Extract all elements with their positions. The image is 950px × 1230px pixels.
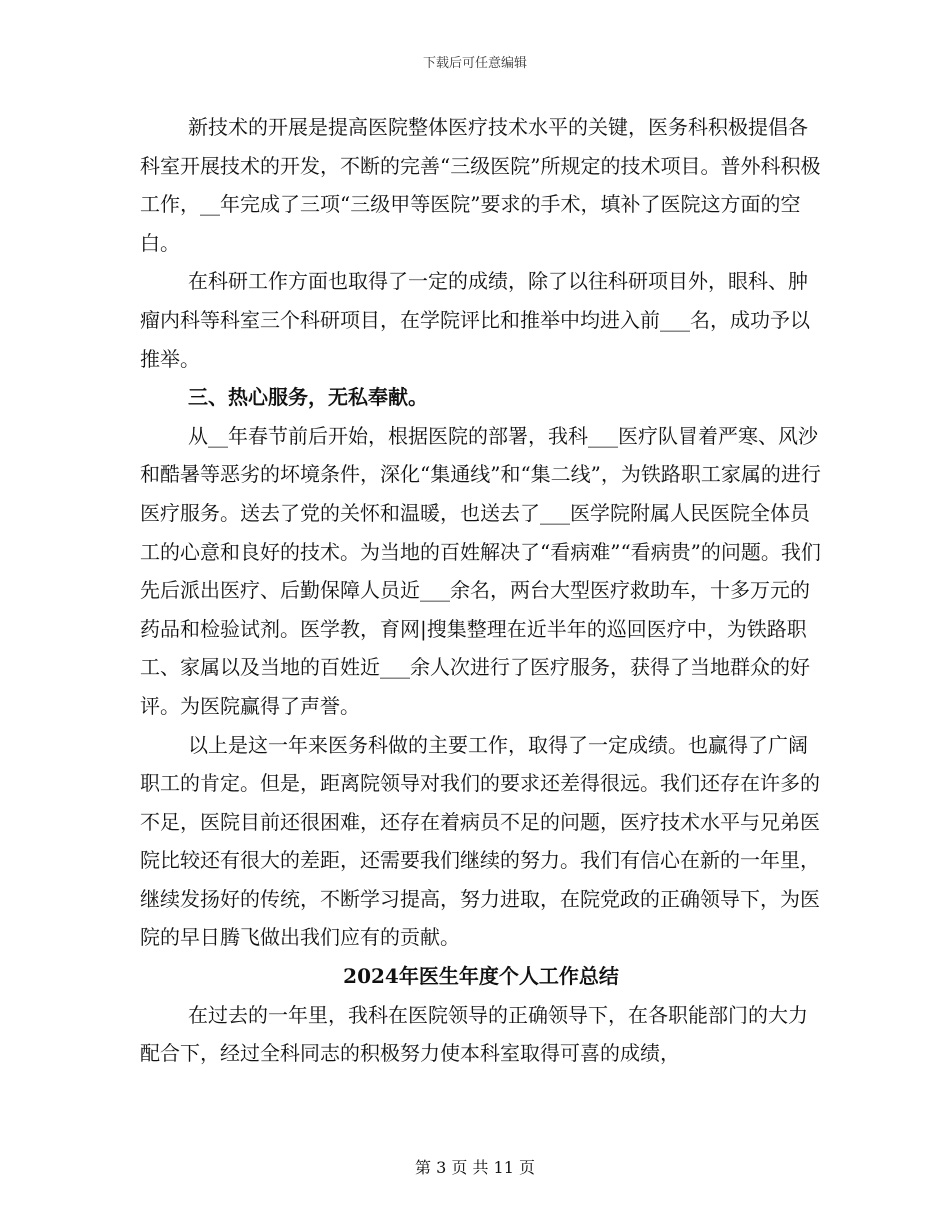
page-footer: 第 3 页 共 11 页 (415, 1158, 535, 1177)
section-heading-service: 三、热心服务，无私奉献。 (188, 385, 428, 410)
document-body (140, 108, 822, 1073)
page-header: 下载后可任意编辑 (422, 56, 527, 71)
paragraph-new-technology: 新技术的开展是提高医院整体医疗技术水平的关键，医务科积极提倡各科室开展技术的开发，不断的完善“三级医院”所规定的技术项目。普外科积极工作，__年完成了三项“三级甲等医院”要求的手术，填补了医院这方面的空白。 (140, 115, 821, 255)
paragraph-medical-service: 从__年春节前后开始，根据医院的部署，我科___医疗队冒着严寒、风沙和酷暑等恶劣的坏境条件，深化“集通线”和“集二线”，为铁路职工家属的进行医疗服务。送去了党的关怀和温暖，也送去了___医学院附属人民医院全体员工的心意和良好的技术。为当地的百姓解决了“看病难”“看病贵”的问题。我们先后派出医疗、后勤保障人员近___余名，两台大型医疗救助车，十多万元的药品和检验试剂。医学教，育网|搜集整理在近半年的巡回医疗中，为铁路职工、家属以及当地的百姓近___余人次进行了医疗服务，获得了当地群众的好评。为医院赢得了声誉。 (140, 423, 821, 718)
document-title: 2024年医生年度个人工作总结 (343, 964, 619, 989)
paragraph-summary: 以上是这一年来医务科做的主要工作，取得了一定成绩。也赢得了广阔职工的肯定。但是，距离院领导对我们的要求还差得很远。我们还存在许多的不足，医院目前还很困难，还存在着病员不足的问题，医疗技术水平与兄弟医院比较还有很大的差距，还需要我们继续的努力。我们有信心在新的一年里，继续发扬好的传统，不断学习提高，努力进取，在院党政的正确领导下，为医院的早日腾飞做出我们应有的贡献。 (140, 732, 820, 950)
paragraph-intro: 在过去的一年里，我科在医院领导的正确领导下，在各职能部门的大力配合下，经过全科同志的积极努力使本科室取得可喜的成绩， (140, 1002, 808, 1066)
paragraph-research: 在科研工作方面也取得了一定的成绩，除了以往科研项目外，眼科、肿瘤内科等科室三个科研项目，在学院评比和推举中均进入前___名，成功予以推举。 (140, 269, 810, 371)
